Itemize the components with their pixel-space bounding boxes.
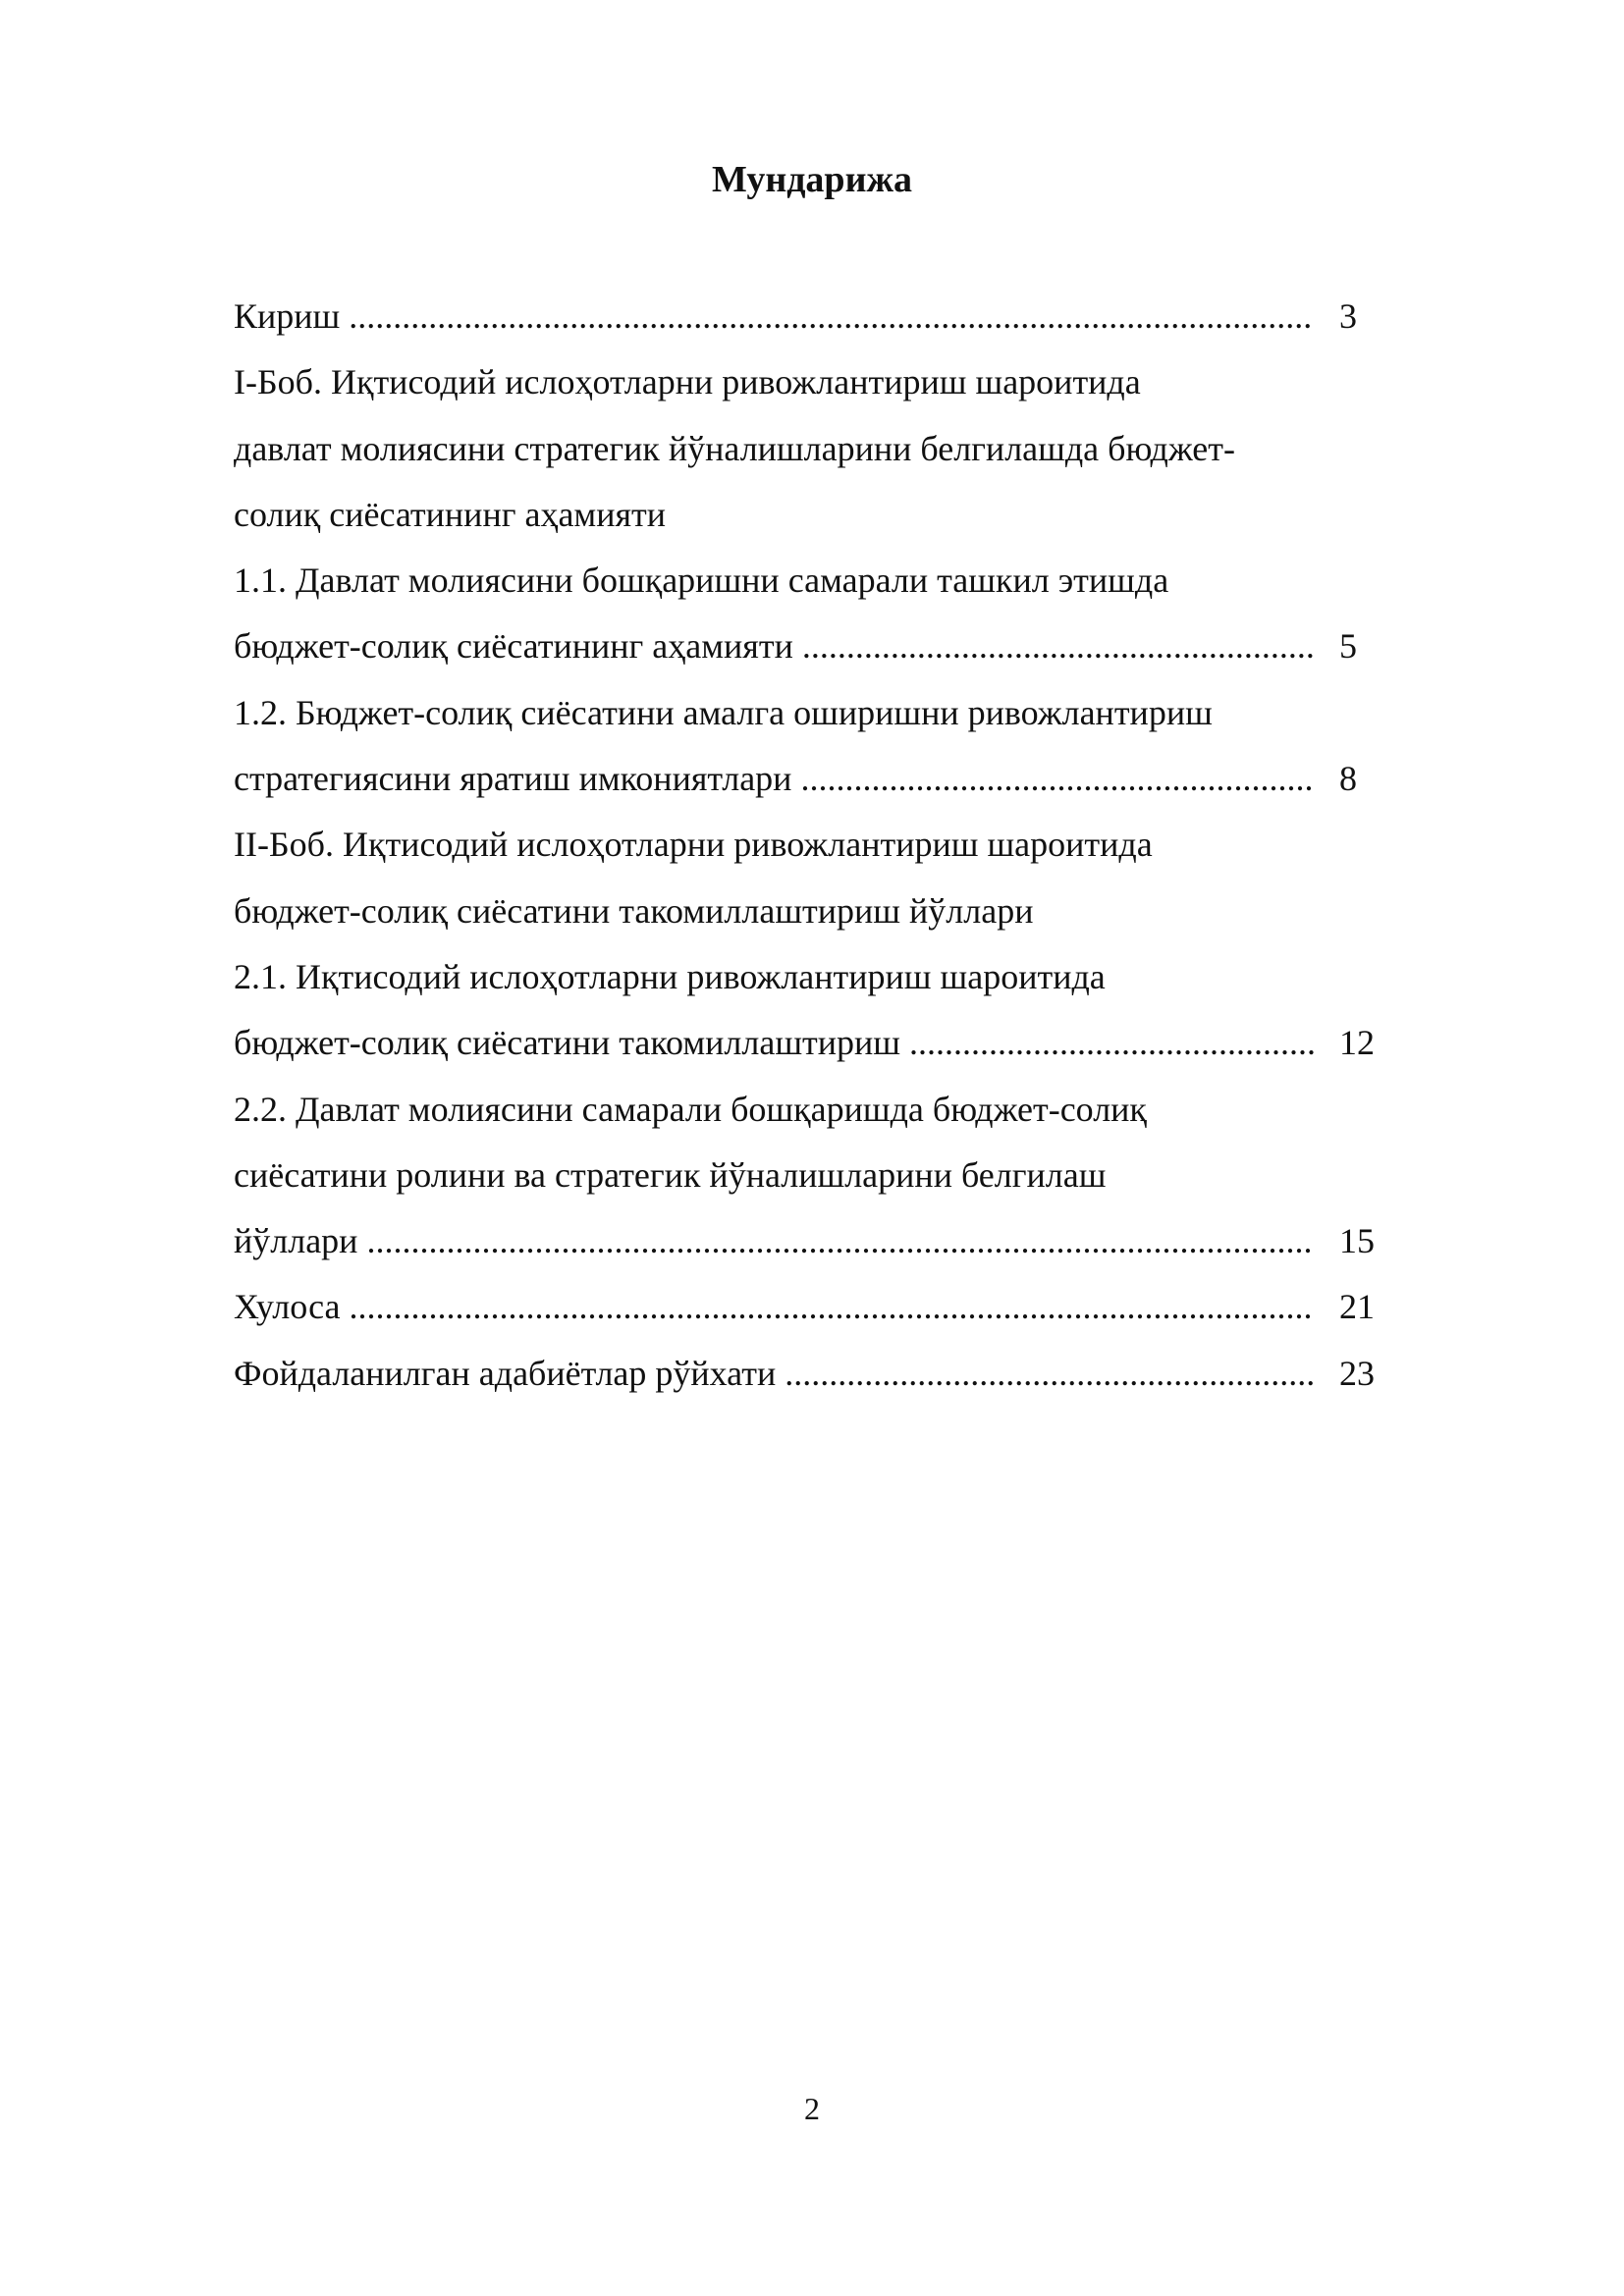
toc-entry-text: II-Боб. Иқтисодий ислоҳотларни ривожлантириш шароитида — [234, 825, 1153, 865]
toc-entry-text: Хулоса ..... — [234, 1274, 1314, 1340]
toc-entry-text: 2.1. Иқтисодий ислоҳотларни ривожлантириш шароитида — [234, 956, 1106, 996]
toc-line — [234, 680, 1398, 746]
toc-entry-text: сиёсатини ролини ва стратегик йўналишларини белгилаш — [234, 1154, 1107, 1195]
toc-line — [234, 548, 1398, 614]
toc-entry-text: 1.2. Бюджет-солиқ сиёсатини амалга оширишни ривожлантириш — [234, 692, 1213, 732]
toc-line — [234, 1208, 1398, 1274]
toc-line — [234, 284, 1398, 349]
toc-line — [234, 1274, 1398, 1340]
toc-entry-text: 1.1. Давлат молиясини бошқаришни самарали ташкил этишда — [234, 561, 1169, 601]
page-title: Мундарижа — [711, 159, 913, 200]
toc-entry-text: бюджет-солиқ сиёсатини такомиллаштириш ..... — [234, 1010, 1314, 1076]
toc-entry-text: бюджет-солиқ сиёсатини такомиллаштириш йўллари — [234, 890, 1034, 931]
toc-line — [234, 416, 1398, 482]
toc-line — [234, 1010, 1398, 1076]
table-of-contents — [234, 284, 1398, 1407]
page-number: 2 — [804, 2091, 820, 2126]
toc-page-number: 15 — [1339, 1221, 1375, 1261]
toc-entry-text: бюджет-солиқ сиёсатининг аҳамияти ..... — [234, 614, 1314, 679]
toc-entry-text: Кириш ..... — [234, 284, 1314, 349]
toc-line — [234, 614, 1398, 679]
toc-line — [234, 1077, 1398, 1143]
toc-line — [234, 944, 1398, 1010]
toc-entry-text: солиқ сиёсатининг аҳамияти — [234, 494, 667, 534]
toc-line — [234, 812, 1398, 878]
toc-line — [234, 349, 1398, 415]
toc-page-number: 3 — [1339, 296, 1357, 336]
toc-entry-text: Фойдаланилган адабиётлар рўйхати ..... — [234, 1341, 1314, 1407]
toc-entry-text: стратегиясини яратиш имкониятлари ..... — [234, 746, 1314, 812]
toc-line — [234, 1341, 1398, 1407]
toc-page-number: 12 — [1339, 1023, 1375, 1063]
toc-line — [234, 1143, 1398, 1208]
toc-entry-text: давлат молиясини стратегик йўналишларини белгилашда бюджет- — [234, 428, 1235, 468]
toc-entry-text: йўллари ..... — [234, 1208, 1314, 1274]
toc-page-number: 8 — [1339, 759, 1357, 799]
toc-entry-text: 2.2. Давлат молиясини самарали бошқаришда бюджет-солиқ — [234, 1089, 1147, 1129]
toc-page-number: 5 — [1339, 626, 1357, 667]
toc-line — [234, 746, 1398, 812]
toc-page-number: 21 — [1339, 1287, 1375, 1327]
toc-page-number: 23 — [1339, 1353, 1375, 1393]
toc-line — [234, 482, 1398, 548]
toc-entry-text: I-Боб. Иқтисодий ислоҳотларни ривожлантириш шароитида — [234, 362, 1141, 402]
toc-line — [234, 879, 1398, 944]
